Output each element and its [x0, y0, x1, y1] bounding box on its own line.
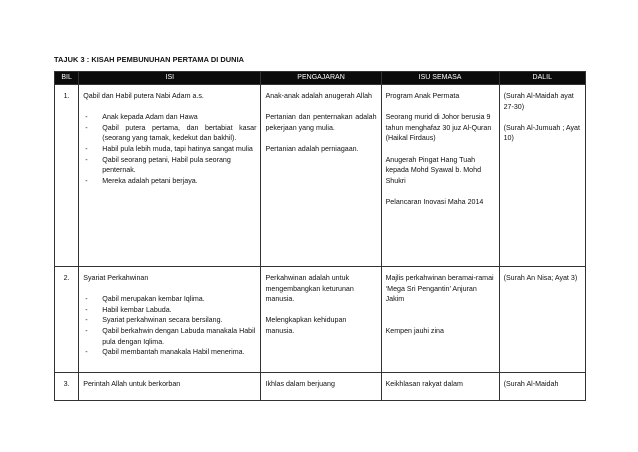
list-item: - Qabil seorang petani, Habil pula seorang penternak.: [83, 155, 256, 176]
isu-semasa-text: Pelancaran Inovasi Maha 2014: [385, 197, 484, 206]
pengajaran-text: Pertanian adalah perniagaan.: [265, 144, 359, 153]
isu-semasa-text: Seorang murid di Johor berusia 9 tahun menghafaz 30 juz Al-Quran (Haikal Firdaus): [385, 113, 492, 143]
row-number: 3.: [63, 380, 70, 388]
list-item: - Qabil merupakan kembar Iqlima.: [83, 294, 256, 305]
header-dalil: DALIL: [499, 72, 585, 85]
list-item: - Qabil putera pertama, dan bertabiat kasar (seorang yang tamak, kedekut dan bakhil).: [83, 123, 256, 144]
isu-semasa-text: Keikhlasan rakyat dalam: [385, 380, 463, 388]
pengajaran-text: Melengkapkan kehidupan manusia.: [265, 316, 347, 335]
list-item: - Syariat perkahwinan secara bersilang.: [83, 315, 256, 326]
row-number: 1.: [63, 92, 70, 100]
document-title: TAJUK 3 : KISAH PEMBUNUHAN PERTAMA DI DUNIA: [54, 55, 245, 64]
isi-intro: Qabil dan Habil putera Nabi Adam a.s.: [83, 92, 204, 100]
header-bil: BIL: [55, 72, 79, 85]
list-item: - Mereka adalah petani berjaya.: [83, 176, 256, 187]
lesson-table: [54, 71, 586, 401]
table-row: [55, 267, 586, 373]
pengajaran-text: Perkahwinan adalah untuk mengembangkan keturunan manusia.: [265, 274, 354, 304]
table-header-row: [55, 72, 586, 85]
dalil-text: (Surah Al-Maidah: [503, 380, 559, 388]
isu-semasa-text: Kempen jauhi zina: [385, 326, 444, 335]
isi-points: [83, 294, 256, 358]
header-isi: ISI: [79, 72, 261, 85]
list-item: - Qabil berkahwin dengan Labuda manakala Habil pula dengan Iqlima.: [83, 326, 256, 347]
isu-semasa-text: Majlis perkahwinan beramai-ramai ‘Mega Sri Pengantin’ Anjuran Jakim: [385, 274, 494, 304]
table-row: [55, 85, 586, 267]
pengajaran-text: Anak-anak adalah anugerah Allah: [265, 92, 372, 100]
isu-semasa-text: Anugerah Pingat Hang Tuah kepada Mohd Syawal b. Mohd Shukri: [385, 155, 482, 185]
list-item: - Qabil membantah manakala Habil menerima.: [83, 347, 256, 358]
isi-intro: Perintah Allah untuk berkorban: [83, 380, 181, 388]
row-number: 2.: [63, 274, 70, 282]
isi-points: [83, 112, 256, 186]
dalil-text: (Surah An Nisa; Ayat 3): [503, 274, 578, 282]
list-item: - Habil kembar Labuda.: [83, 305, 256, 316]
list-item: - Anak kepada Adam dan Hawa: [83, 112, 256, 123]
table-row: [55, 373, 586, 401]
dalil-text: (Surah Al-Jumuah ; Ayat 10): [503, 123, 580, 143]
list-item: - Habil pula lebih muda, tapi hatinya sangat mulia: [83, 144, 256, 155]
pengajaran-text: Ikhlas dalam berjuang: [265, 380, 335, 388]
dalil-text: (Surah Al-Maidah ayat 27-30): [503, 92, 574, 111]
isi-intro: Syariat Perkahwinan: [83, 274, 149, 282]
pengajaran-text: Pertanian dan penternakan adalah pekerjaan yang mulia.: [265, 113, 377, 132]
header-pengajaran: PENGAJARAN: [261, 72, 381, 85]
header-isu-semasa: ISU SEMASA: [381, 72, 499, 85]
isu-semasa-text: Program Anak Permata: [385, 92, 460, 100]
